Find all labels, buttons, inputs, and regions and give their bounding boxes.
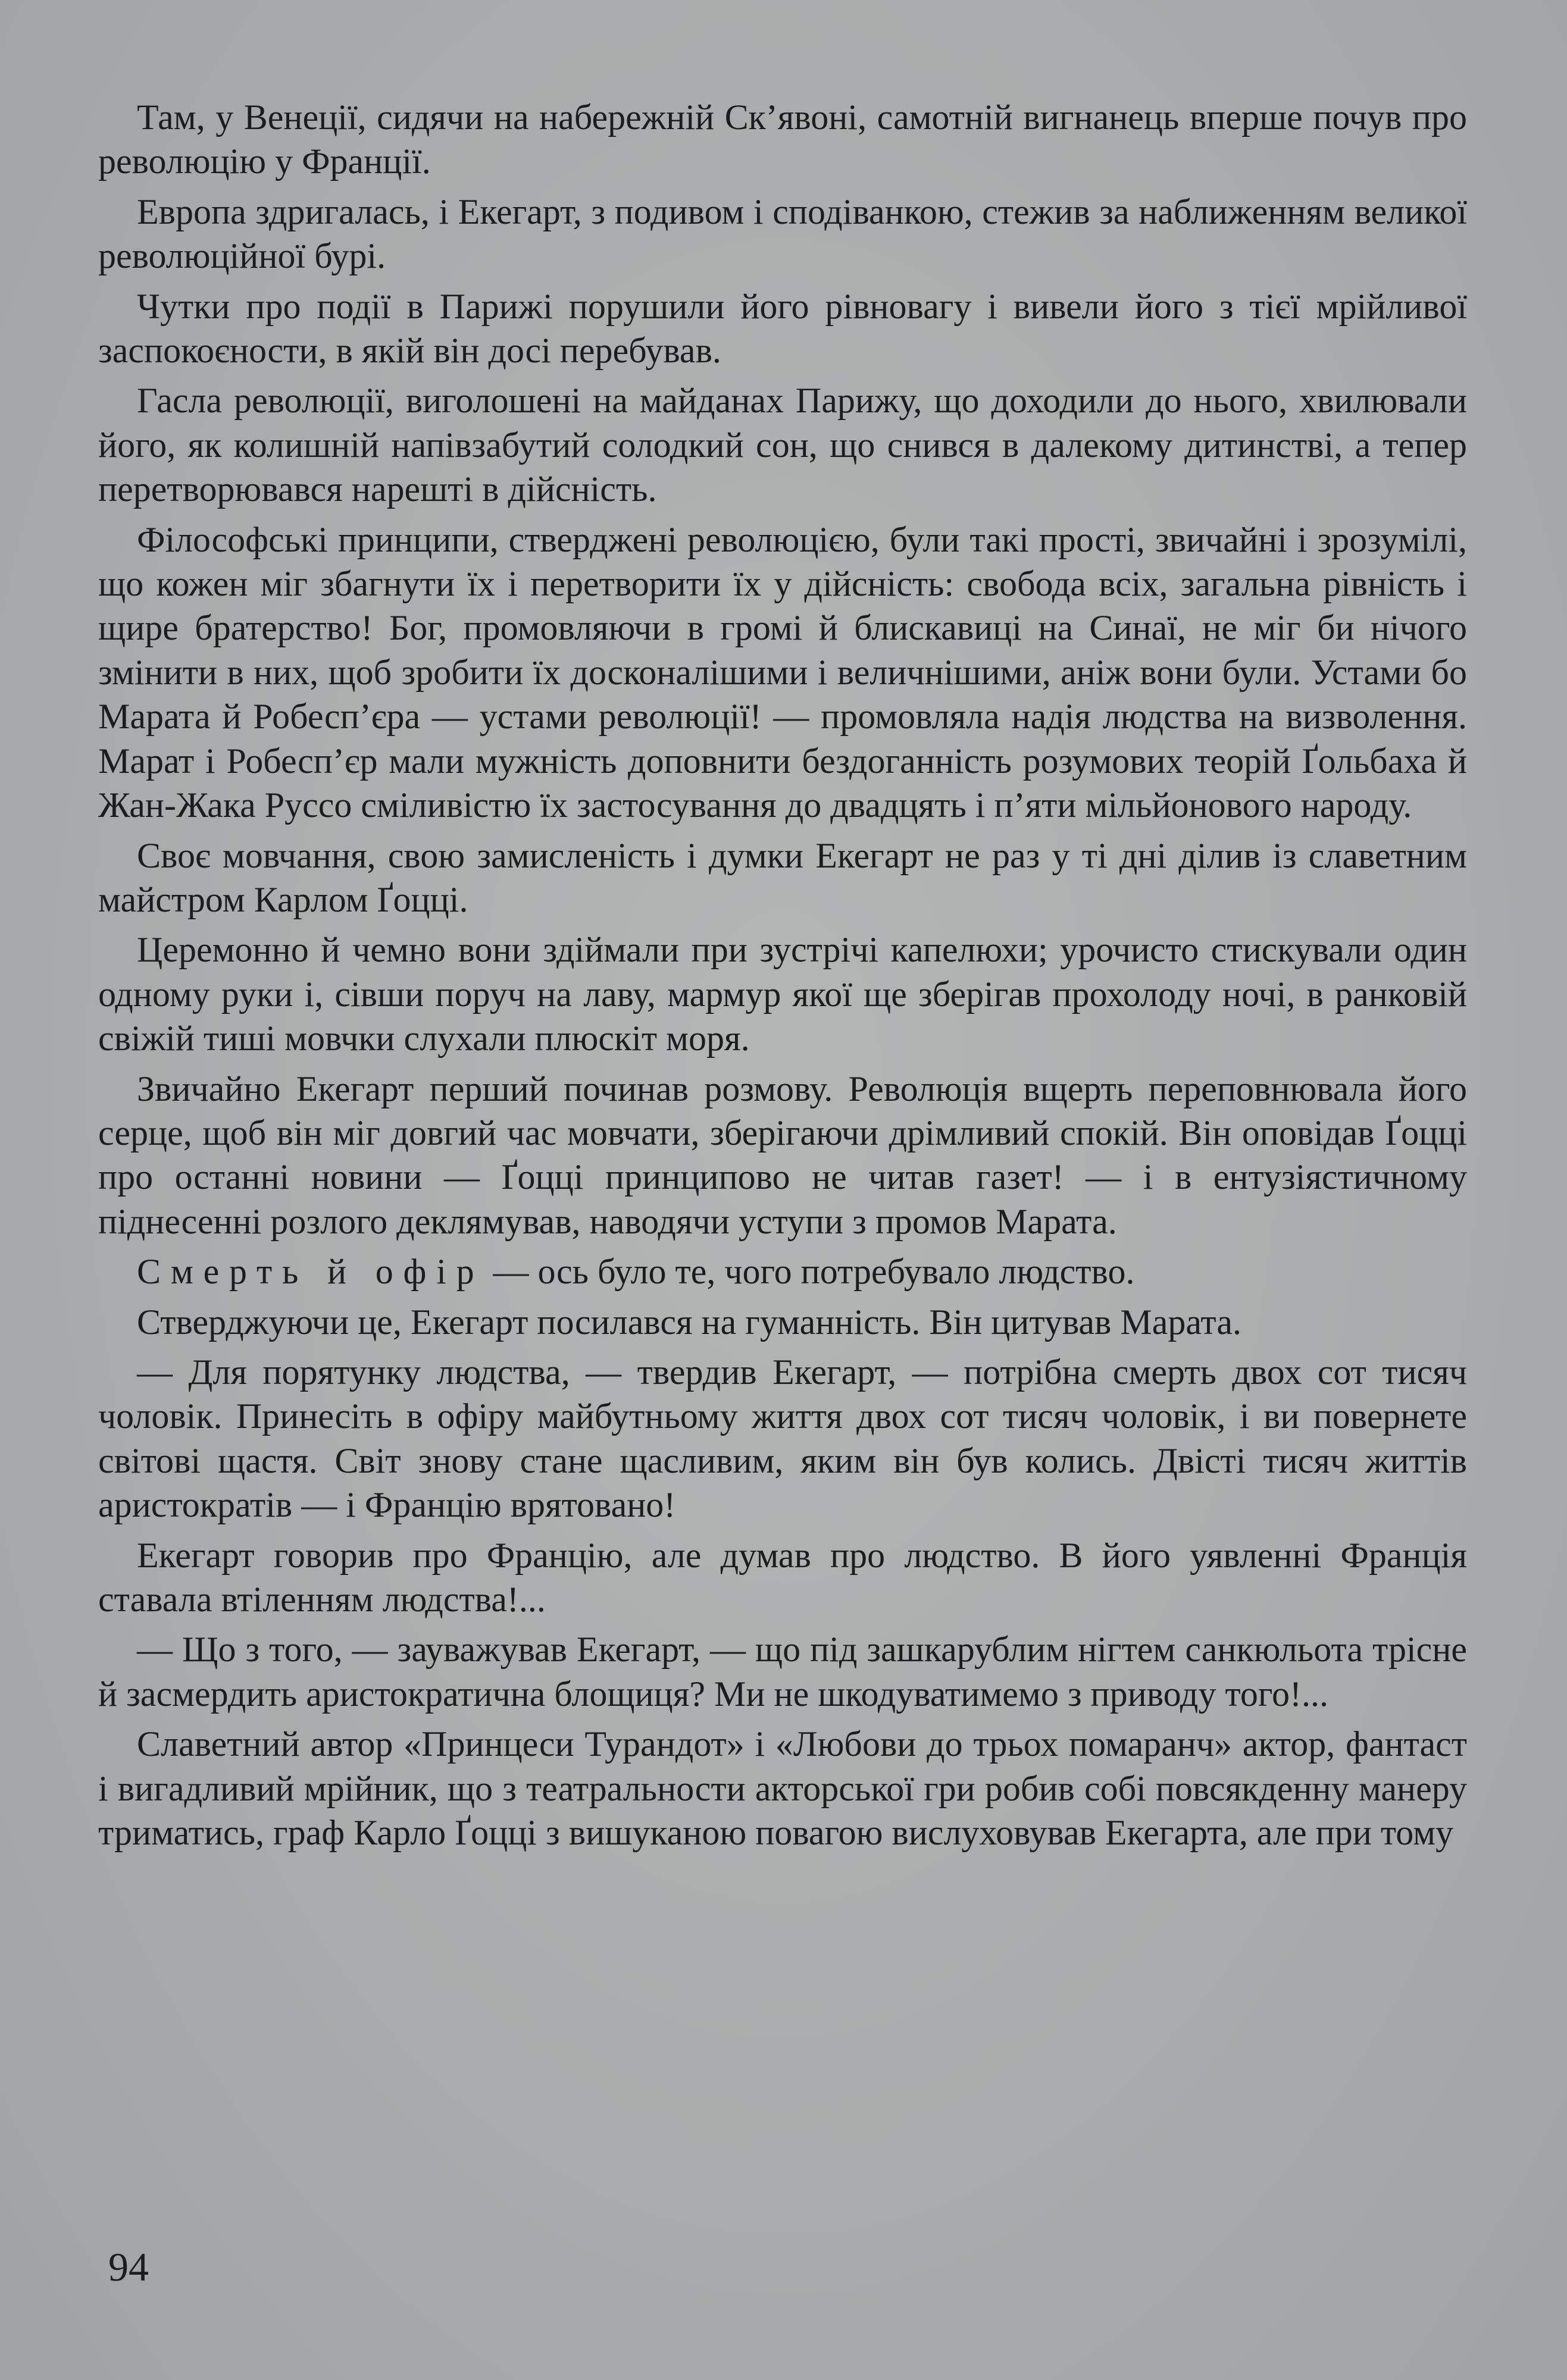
paragraph: Там, у Венеції, сидячи на набережній Ск’явоні, самотній вигнанець вперше почув про революцію у Франції.: [98, 98, 1467, 181]
paragraph: Своє мовчання, свою замисленість і думки Екегарт не раз у ті дні ділив із славетним майстром Карлом Ґоцці.: [98, 835, 1467, 919]
paragraph: Філософські принципи, стверджені революцією, були такі прості, звичайні і зрозумілі, що кожен міг збагнути їх і перетворити їх у дійсність: свобода всіх, загальна рівність і щире братерство! Бог, промовляючи в громі й блискавиці на Синаї, не міг би нічого змінити в них, щоб зробити їх досконалішими і величнішими, аніж вони були. Устами бо Марата й Робесп’єра — устами революції! — промовляла надія людства на визволення. Марат і Робесп’єр мали мужність доповнити бездоганність розумових теорій Ґольбаха й Жан-Жака Руссо сміливістю їх застосування до двадцять і п’яти мільйонового народу.: [98, 519, 1467, 825]
paragraph: Церемонно й чемно вони здіймали при зустрічі капелюхи; урочисто стискували один одному руки і, сівши поруч на лаву, мармур якої ще зберігав прохолоду ночі, в ранковій свіжій тиші мовчки слухали плюскіт моря.: [98, 930, 1467, 1059]
paragraph: Славетний автор «Принцеси Турандот» і «Любови до трьох помаранч» актор, фантаст і вигадливий мрійник, що з театральности акторської гри робив собі повсякденну манеру триматись, граф Карло Ґоцці з вишуканою повагою вислуховував Екегарта, але при тому: [98, 1724, 1467, 1853]
paragraph: — Що з того, — зауважував Екегарт, — що під зашкарублим нігтем санкюльота трісне й засмердить аристократична блощиця? Ми не шкодуватимемо з приводу того!...: [98, 1630, 1467, 1714]
paragraph: Европа здригалась, і Екегарт, з подивом і сподіванкою, стежив за наближенням великої революційної бурі.: [98, 192, 1467, 276]
page-number: 94: [108, 2244, 149, 2290]
paragraph-text: — ось було те, чого потребувало людство.: [484, 1252, 1135, 1292]
body-text: [98, 95, 1467, 1861]
paragraph: Звичайно Екегарт перший починав розмову. Революція вщерть переповнювала його серце, щоб він міг довгий час мовчати, зберігаючи дрімливий спокій. Він оповідав Ґоцці про останні новини — Ґоцці принципово не читав газет! — і в ентузіястичному піднесенні розлого деклямував, наводячи уступи з промов Марата.: [98, 1069, 1467, 1241]
paragraph: — Для порятунку людства, — твердив Екегарт, — потрібна смерть двох сот тисяч чоловік. Принесіть в офіру майбутньому життя двох сот тисяч чоловік, і ви повернете світові щастя. Світ знову стане щасливим, яким він був колись. Двісті тисяч життів аристократів — і Францію врятовано!: [98, 1352, 1467, 1525]
spaced-emphasis: Смерть й офір: [137, 1252, 484, 1292]
paragraph: Гасла революції, виголошені на майданах Парижу, що доходили до нього, хвилювали його, як колишній напівзабутий солодкий сон, що снився в далекому дитинстві, а тепер перетворювався нарешті в дійсність.: [98, 381, 1467, 509]
paragraph: Стверджуючи це, Екегарт посилався на гуманність. Він цитував Марата.: [137, 1302, 1241, 1342]
paragraph: Екегарт говорив про Францію, але думав про людство. В його уявленні Франція ставала втіленням людства!...: [98, 1535, 1467, 1619]
paragraph: Чутки про події в Парижі порушили його рівновагу і вивели його з тієї мрійливої заспокоєности, в якій він досі перебував.: [98, 286, 1467, 371]
paragraph: [98, 1250, 1467, 1294]
